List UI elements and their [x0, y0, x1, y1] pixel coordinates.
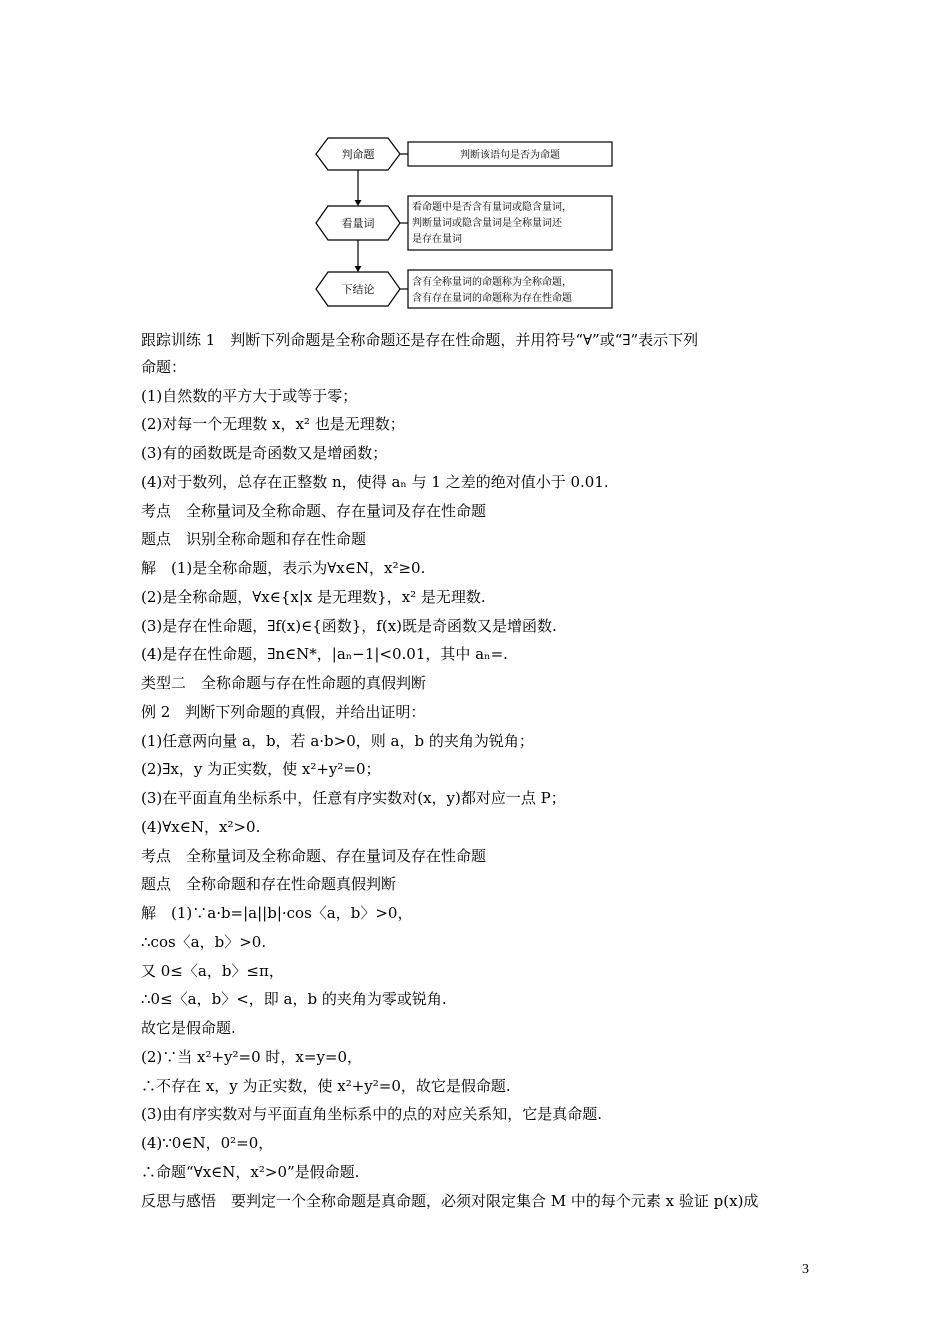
text-line: ∴命题“∀x∈N，x²>0”是假命题.: [141, 1163, 360, 1181]
text-line: (2)是全称命题，∀x∈{x|x 是无理数}，x² 是无理数.: [141, 588, 486, 606]
text-line: (4)对于数列，总存在正整数 n，使得 aₙ 与 1 之差的绝对值小于 0.01.: [141, 473, 609, 491]
page-number: 3: [802, 1262, 809, 1277]
flow-step-3-note-line-2: 含有存在量词的命题称为存在性命题: [412, 293, 572, 304]
flow-step-1-note: 判断该语句是否为命题: [460, 150, 560, 161]
text-line: 又 0≤〈a，b〉≤π，: [141, 962, 284, 980]
text-line: ∴0≤〈a，b〉<，即 a，b 的夹角为零或锐角.: [141, 990, 447, 1008]
flow-step-2-note-line-1: 看命题中是否含有量词或隐含量词，: [412, 202, 572, 213]
text-line: (3)在平面直角坐标系中，任意有序实数对(x，y)都对应一点 P；: [141, 789, 566, 807]
text-line: 反思与感悟 要判定一个全称命题是真命题，必须对限定集合 M 中的每个元素 x 验证 p(x)成: [141, 1192, 759, 1210]
text-line: (2)∃x，y 为正实数，使 x²+y²=0；: [141, 760, 381, 778]
arrow-down-icon: [355, 266, 362, 272]
text-line: 解 (1)是全称命题，表示为∀x∈N，x²≥0.: [141, 559, 426, 577]
flow-step-2-label: 看量词: [341, 217, 375, 230]
flow-step-3-note-line-1: 含有全称量词的命题称为全称命题，: [412, 277, 572, 288]
arrow-down-icon: [355, 200, 362, 206]
flow-step-1-label: 判命题: [341, 148, 375, 161]
flowchart: [306, 134, 616, 314]
text-line: (1)任意两向量 a，b，若 a·b>0，则 a，b 的夹角为锐角；: [141, 732, 534, 750]
text-line: 题点 识别全称命题和存在性命题: [141, 530, 367, 548]
text-line: (2)对每一个无理数 x，x² 也是无理数；: [141, 415, 405, 433]
text-line: (4)∵0∈N，0²=0，: [141, 1134, 274, 1152]
text-line: 例 2 判断下列命题的真假，并给出证明：: [141, 703, 426, 721]
text-line: 解 (1)∵a·b=|a||b|·cos〈a，b〉>0，: [141, 904, 413, 922]
text-line: (4)∀x∈N，x²>0.: [141, 818, 261, 836]
flow-step-3-label: 下结论: [341, 283, 375, 296]
text-line: 考点 全称量词及全称命题、存在量词及存在性命题: [141, 502, 487, 520]
text-line: (3)有的函数既是奇函数又是增函数；: [141, 444, 388, 462]
text-line: (1)自然数的平方大于或等于零；: [141, 387, 358, 405]
text-line: (2)∵当 x²+y²=0 时，x=y=0，: [141, 1048, 363, 1066]
text-line: 命题：: [141, 358, 187, 376]
text-line: 故它是假命题.: [141, 1019, 236, 1037]
flow-step-2-note-line-3: 是存在量词: [412, 234, 462, 245]
text-line: 跟踪训练 1 判断下列命题是全称命题还是存在性命题，并用符号“∀”或“∃”表示下列: [141, 331, 699, 349]
text-line: ∴不存在 x，y 为正实数，使 x²+y²=0，故它是假命题.: [141, 1077, 511, 1095]
text-line: 题点 全称命题和存在性命题真假判断: [141, 875, 397, 893]
text-line: ∴cos〈a，b〉>0.: [141, 933, 267, 951]
flow-step-2-note-line-2: 判断量词或隐含量词是全称量词还: [412, 218, 562, 229]
text-line: (3)是存在性命题，∃f(x)∈{函数}，f(x)既是奇函数又是增函数.: [141, 617, 557, 635]
text-line: (4)是存在性命题，∃n∈N*，|aₙ−1|<0.01，其中 aₙ=.: [141, 645, 508, 663]
text-line: (3)由有序实数对与平面直角坐标系中的点的对应关系知，它是真命题.: [141, 1105, 603, 1123]
section-heading: 类型二 全称命题与存在性命题的真假判断: [141, 674, 427, 692]
text-line: 考点 全称量词及全称命题、存在量词及存在性命题: [141, 847, 487, 865]
